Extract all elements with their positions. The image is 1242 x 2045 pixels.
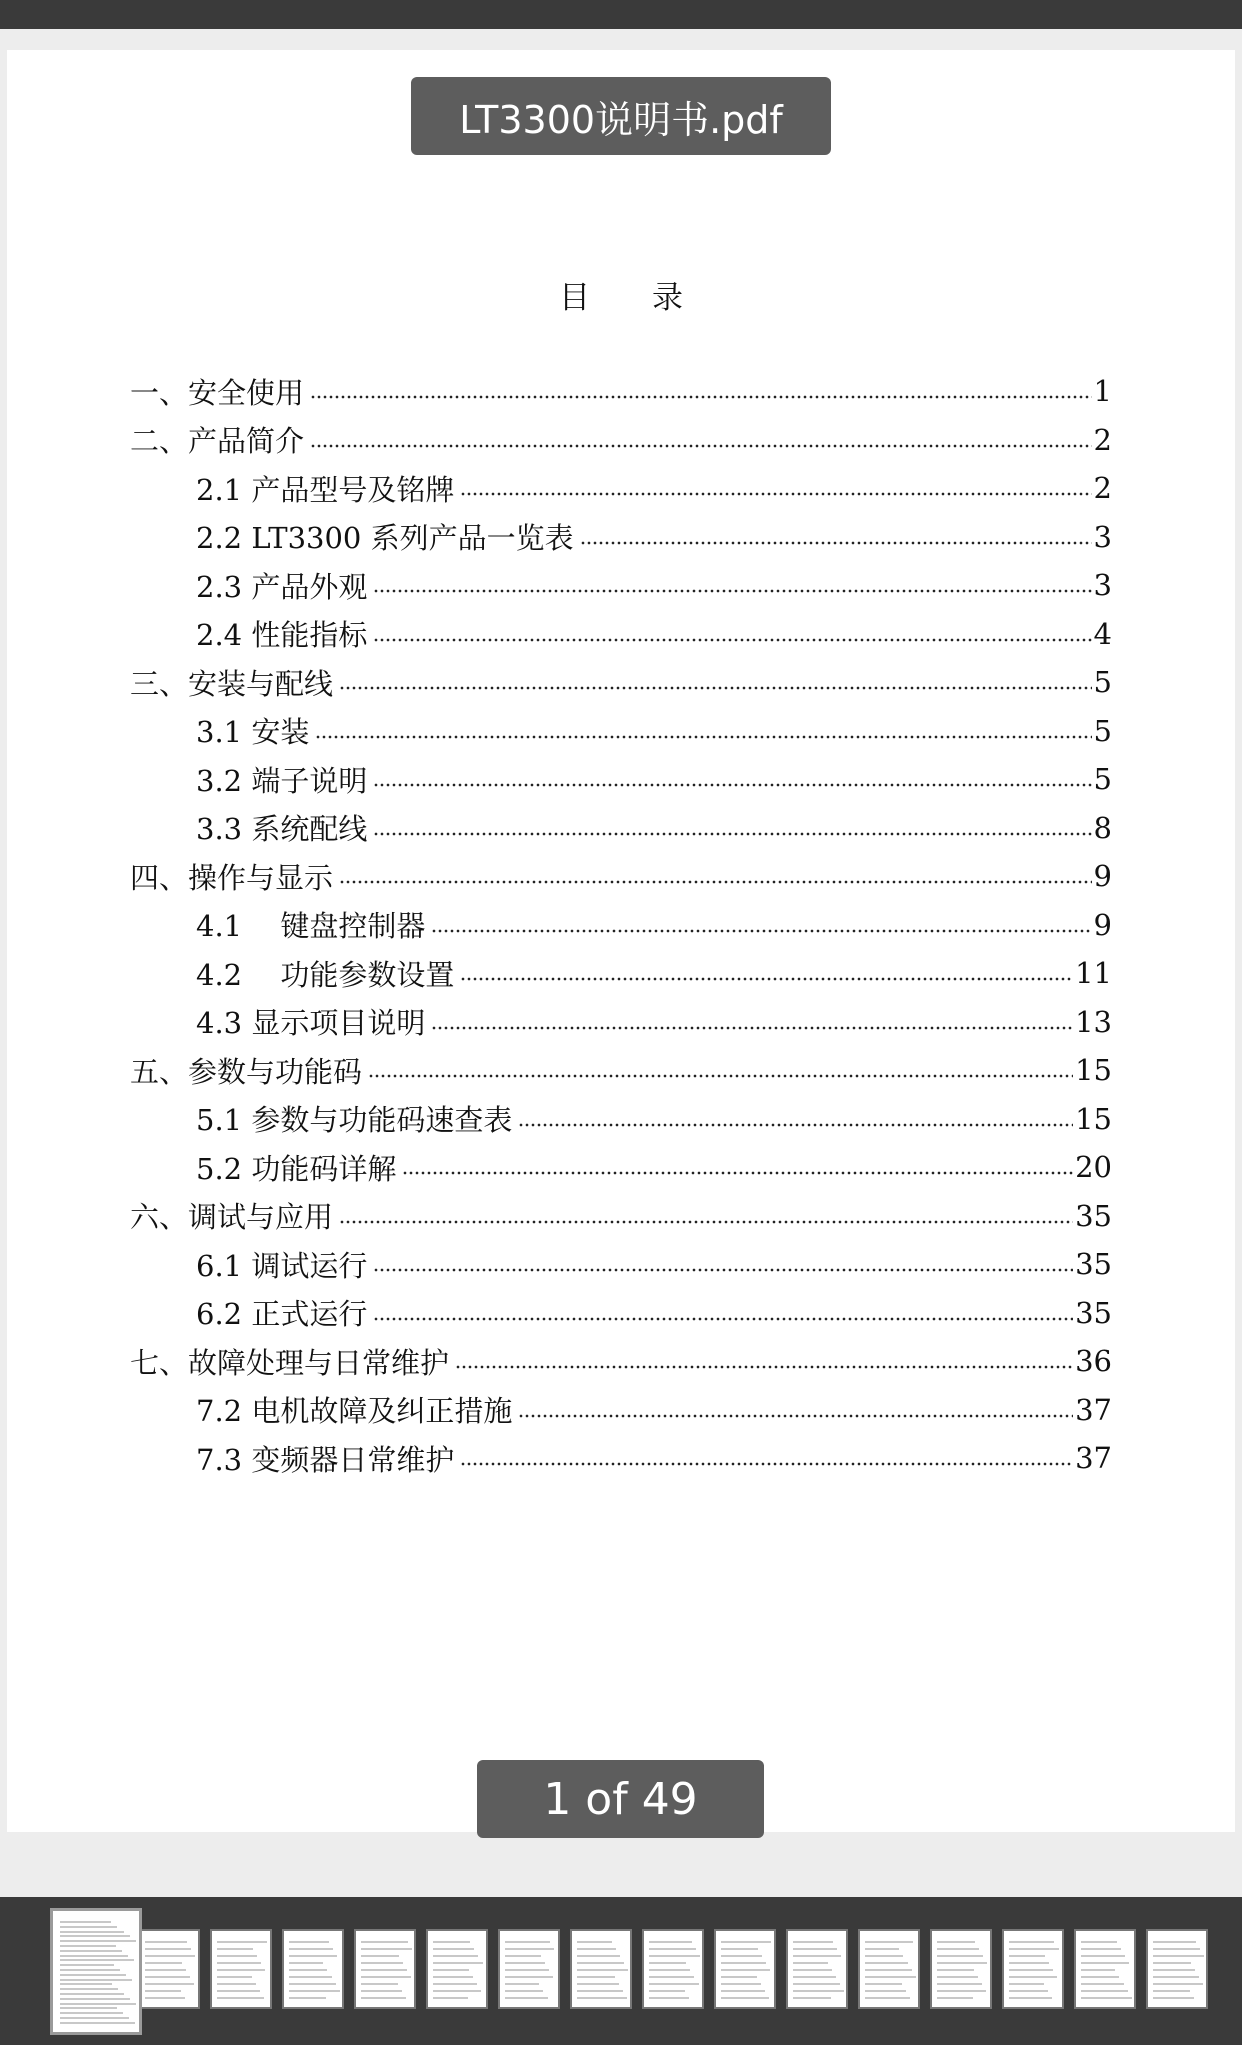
- toc-entry[interactable]: [130, 998, 1112, 1047]
- toc-entry-label: 五、参数与功能码: [130, 1054, 363, 1089]
- page-thumbnail[interactable]: [282, 1929, 344, 2009]
- toc-entry-page: 35: [1075, 1295, 1112, 1330]
- toc-entry-page: 20: [1075, 1150, 1112, 1185]
- page-thumbnail[interactable]: [138, 1929, 200, 2009]
- document-title-badge: LT3300说明书.pdf: [411, 77, 831, 155]
- toc-leader-dots: [431, 1025, 1073, 1031]
- toc-entry-page: 13: [1075, 1004, 1112, 1039]
- page-thumbnail[interactable]: [426, 1929, 488, 2009]
- toc-leader-dots: [310, 443, 1092, 449]
- toc-leader-dots: [431, 928, 1091, 934]
- toc-entry[interactable]: [130, 755, 1112, 804]
- toc-entry-page: 3: [1093, 519, 1112, 554]
- toc-entry[interactable]: [130, 1143, 1112, 1192]
- toc-entry-page: 1: [1093, 374, 1112, 409]
- toc-leader-dots: [373, 782, 1091, 788]
- toc-entry-page: 5: [1093, 713, 1112, 748]
- toc-leader-dots: [315, 734, 1091, 740]
- toc-leader-dots: [518, 1413, 1073, 1419]
- toc-leader-dots: [339, 685, 1092, 691]
- toc-entry-page: 15: [1075, 1053, 1112, 1088]
- page-thumbnail[interactable]: [714, 1929, 776, 2009]
- toc-entry-label: 2.4 性能指标: [196, 618, 368, 653]
- toc-entry[interactable]: [130, 658, 1112, 707]
- toc-entry-page: 4: [1093, 616, 1112, 651]
- toc-entry[interactable]: [130, 561, 1112, 610]
- toc-entry[interactable]: [130, 367, 1112, 416]
- toc-leader-dots: [373, 637, 1091, 643]
- toc-leader-dots: [460, 1461, 1073, 1467]
- toc-leader-dots: [402, 1170, 1073, 1176]
- toc-entry-label: 6.1 调试运行: [196, 1248, 368, 1283]
- toc-entry[interactable]: [130, 1095, 1112, 1144]
- toc-entry-label: 3.2 端子说明: [196, 763, 368, 798]
- toc-entry-label: 三、安装与配线: [130, 666, 334, 701]
- toc-entry[interactable]: [130, 804, 1112, 853]
- page-thumbnail[interactable]: [354, 1929, 416, 2009]
- thumbnail-strip: [0, 1897, 1242, 2045]
- toc-entry-label: 2.2 LT3300 系列产品一览表: [196, 521, 574, 556]
- toc-entry-label: 3.1 安装: [196, 715, 310, 750]
- toc-entry[interactable]: [130, 513, 1112, 562]
- toc-entry[interactable]: [130, 1386, 1112, 1435]
- toc-leader-dots: [460, 976, 1073, 982]
- toc-entry-page: 5: [1093, 665, 1112, 700]
- toc-entry-page: 35: [1075, 1198, 1112, 1233]
- toc-entry-page: 5: [1093, 762, 1112, 797]
- toc-entry[interactable]: [130, 416, 1112, 465]
- toc-entry-label: 2.1 产品型号及铭牌: [196, 472, 455, 507]
- toc-entry-page: 37: [1075, 1392, 1112, 1427]
- top-toolbar: [0, 0, 1242, 29]
- page-thumbnail-selected[interactable]: [50, 1908, 142, 2035]
- toc-entry[interactable]: [130, 1434, 1112, 1483]
- toc-leader-dots: [460, 491, 1091, 497]
- toc-heading-left: 目: [559, 280, 590, 316]
- page-thumbnail[interactable]: [1146, 1929, 1208, 2009]
- toc-entry-label: 二、产品简介: [130, 424, 305, 459]
- toc-entry-label: 3.3 系统配线: [196, 812, 368, 847]
- table-of-contents: [130, 367, 1112, 1483]
- toc-entry[interactable]: [130, 852, 1112, 901]
- toc-entry-label: 7.2 电机故障及纠正措施: [196, 1394, 513, 1429]
- toc-entry[interactable]: [130, 1337, 1112, 1386]
- toc-entry-label: 一、安全使用: [130, 375, 305, 410]
- page-thumbnail[interactable]: [1002, 1929, 1064, 2009]
- toc-entry-page: 9: [1093, 859, 1112, 894]
- toc-entry-label: 5.2 功能码详解: [196, 1151, 397, 1186]
- toc-leader-dots: [373, 831, 1091, 837]
- toc-entry-page: 9: [1093, 907, 1112, 942]
- page-thumbnail[interactable]: [570, 1929, 632, 2009]
- page-indicator: 1 of 49: [477, 1760, 764, 1838]
- toc-heading-right: 录: [652, 280, 683, 316]
- toc-entry-label: 4.1 键盘控制器: [196, 909, 426, 944]
- toc-entry-page: 3: [1093, 568, 1112, 603]
- toc-entry-page: 37: [1075, 1441, 1112, 1476]
- toc-leader-dots: [455, 1364, 1073, 1370]
- page-thumbnail[interactable]: [210, 1929, 272, 2009]
- toc-entry-label: 2.3 产品外观: [196, 569, 368, 604]
- toc-leader-dots: [373, 588, 1091, 594]
- toc-entry[interactable]: [130, 1240, 1112, 1289]
- toc-entry-label: 4.2 功能参数设置: [196, 957, 455, 992]
- toc-entry[interactable]: [130, 949, 1112, 998]
- toc-entry[interactable]: [130, 610, 1112, 659]
- page-thumbnail[interactable]: [642, 1929, 704, 2009]
- page-thumbnail[interactable]: [858, 1929, 920, 2009]
- page-thumbnail[interactable]: [930, 1929, 992, 2009]
- toc-leader-dots: [373, 1267, 1073, 1273]
- page-thumbnail[interactable]: [786, 1929, 848, 2009]
- toc-entry-label: 七、故障处理与日常维护: [130, 1345, 450, 1380]
- toc-entry[interactable]: [130, 1192, 1112, 1241]
- toc-leader-dots: [368, 1073, 1073, 1079]
- toc-entry-label: 4.3 显示项目说明: [196, 1006, 426, 1041]
- toc-entry-label: 四、操作与显示: [130, 860, 334, 895]
- toc-entry-label: 6.2 正式运行: [196, 1297, 368, 1332]
- toc-entry-page: 8: [1093, 810, 1112, 845]
- toc-leader-dots: [339, 1219, 1073, 1225]
- toc-entry-label: 5.1 参数与功能码速查表: [196, 1103, 513, 1138]
- toc-entry[interactable]: [130, 1289, 1112, 1338]
- toc-entry-page: 15: [1075, 1101, 1112, 1136]
- toc-entry[interactable]: [130, 901, 1112, 950]
- toc-leader-dots: [339, 879, 1092, 885]
- toc-entry[interactable]: [130, 1046, 1112, 1095]
- toc-entry[interactable]: [130, 707, 1112, 756]
- toc-entry-page: 11: [1075, 956, 1112, 991]
- toc-entry-page: 36: [1075, 1344, 1112, 1379]
- toc-entry[interactable]: [130, 464, 1112, 513]
- toc-leader-dots: [373, 1316, 1073, 1322]
- page-thumbnail[interactable]: [1074, 1929, 1136, 2009]
- toc-entry-page: 2: [1093, 422, 1112, 457]
- toc-leader-dots: [580, 540, 1092, 546]
- toc-leader-dots: [310, 394, 1092, 400]
- toc-entry-label: 六、调试与应用: [130, 1200, 334, 1235]
- toc-entry-page: 2: [1093, 471, 1112, 506]
- toc-entry-page: 35: [1075, 1247, 1112, 1282]
- toc-leader-dots: [518, 1122, 1073, 1128]
- page-thumbnail[interactable]: [498, 1929, 560, 2009]
- toc-entry-label: 7.3 变频器日常维护: [196, 1442, 455, 1477]
- toc-heading: [0, 272, 1242, 317]
